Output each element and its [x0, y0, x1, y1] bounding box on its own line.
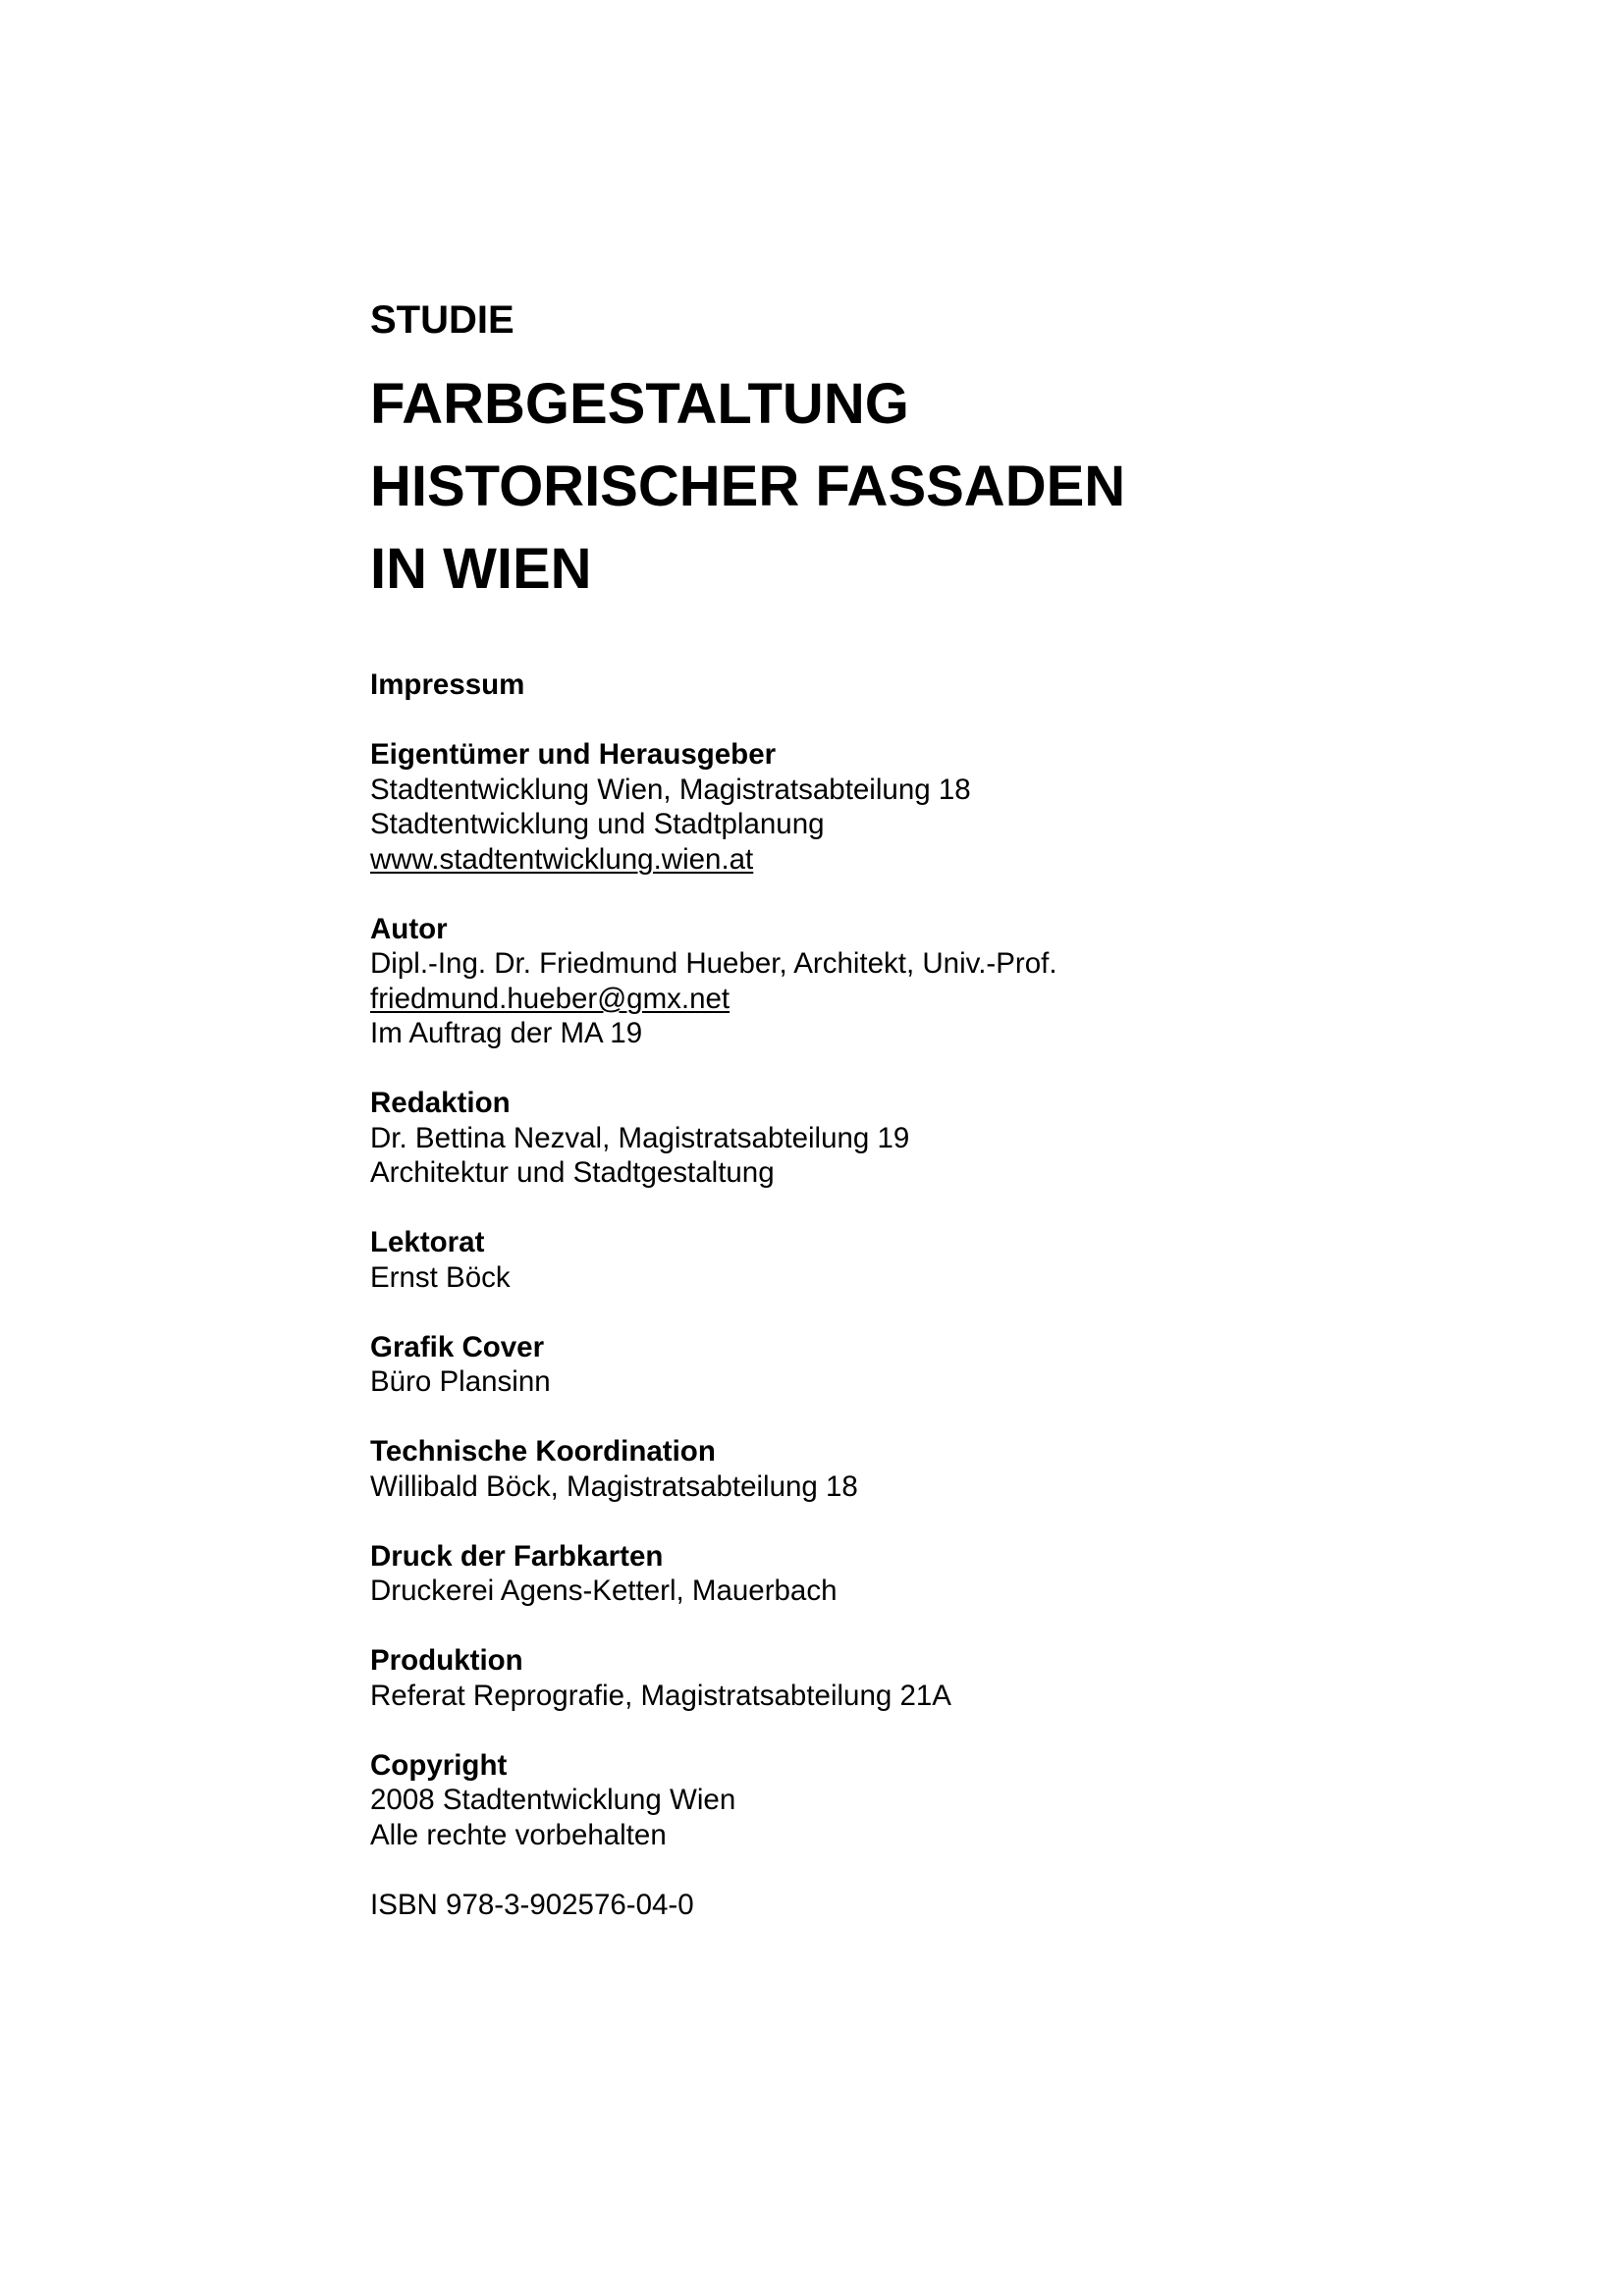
section-autor	[370, 912, 1499, 1051]
section-text: Stadtentwicklung und Stadtplanung	[370, 808, 825, 840]
document-title	[370, 363, 1125, 611]
impressum-block	[370, 667, 1499, 1922]
section-text: 2008 Stadtentwicklung Wien	[370, 1784, 736, 1816]
section-redaktion	[370, 1086, 1499, 1191]
section-text: Alle rechte vorbehalten	[370, 1818, 667, 1851]
section-text: Büro Plansinn	[370, 1365, 551, 1398]
section-label: Autor	[370, 912, 448, 945]
section-label: Produktion	[370, 1644, 523, 1677]
section-label: Lektorat	[370, 1226, 485, 1258]
website-link[interactable]: www.stadtentwicklung.wien.at	[370, 842, 754, 876]
email-link[interactable]: friedmund.hueber@gmx.net	[370, 982, 730, 1015]
section-text: Druckerei Agens-Ketterl, Mauerbach	[370, 1575, 838, 1607]
section-text: Architektur und Stadtgestaltung	[370, 1156, 775, 1189]
section-text: Referat Reprografie, Magistratsabteilung 21A	[370, 1679, 951, 1712]
section-grafik-cover	[370, 1330, 1499, 1400]
isbn-number: ISBN 978-3-902576-04-0	[370, 1888, 694, 1921]
section-label: Technische Koordination	[370, 1435, 716, 1468]
section-label: Redaktion	[370, 1087, 511, 1119]
section-druck	[370, 1539, 1499, 1609]
title-line: HISTORISCHER FASSADEN	[370, 454, 1126, 518]
section-label: Copyright	[370, 1748, 508, 1782]
section-text: Dipl.-Ing. Dr. Friedmund Hueber, Architekt, Univ.-Prof.	[370, 947, 1057, 980]
section-label: Grafik Cover	[370, 1330, 545, 1363]
section-copyright	[370, 1748, 1499, 1853]
section-label: Druck der Farbkarten	[370, 1539, 664, 1573]
document-kicker: STUDIE	[370, 298, 514, 342]
title-line: FARBGESTALTUNG	[370, 372, 909, 436]
section-text: Stadtentwicklung Wien, Magistratsabteilung 18	[370, 773, 971, 806]
section-text: Dr. Bettina Nezval, Magistratsabteilung 19	[370, 1121, 910, 1154]
section-eigentuemer	[370, 737, 1499, 877]
section-text: Im Auftrag der MA 19	[370, 1017, 643, 1049]
section-text: Ernst Böck	[370, 1260, 511, 1294]
section-technische-koordination	[370, 1434, 1499, 1504]
section-produktion	[370, 1643, 1499, 1713]
section-lektorat	[370, 1225, 1499, 1295]
section-label: Eigentümer und Herausgeber	[370, 738, 777, 771]
impressum-heading: Impressum	[370, 668, 525, 701]
title-line: IN WIEN	[370, 537, 592, 601]
section-text: Willibald Böck, Magistratsabteilung 18	[370, 1469, 858, 1503]
